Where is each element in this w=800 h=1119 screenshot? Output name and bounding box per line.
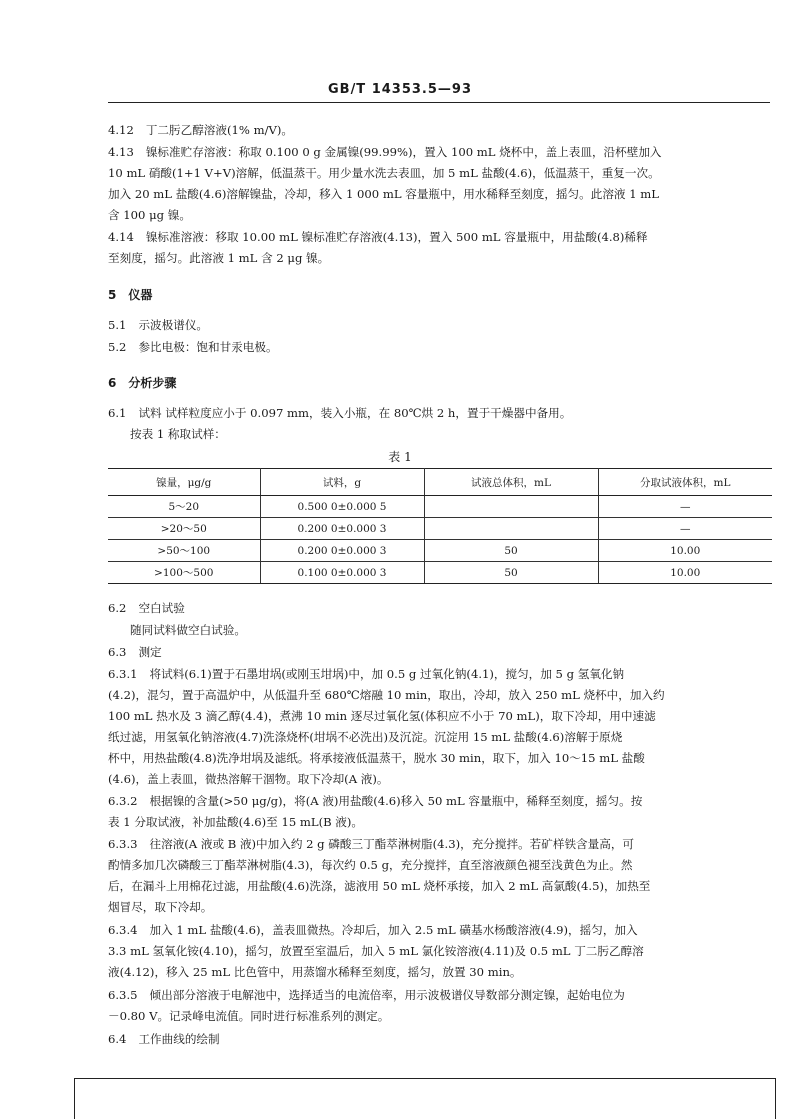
clause-text: 根据镍的含量(>50 μg/g)，将(A 液)用盐酸(4.6)移入 50 mL 容量瓶中，稀释至刻度，摇匀。按: [149, 794, 643, 808]
clause-6-1: [108, 403, 772, 424]
clause-title: 空白试验: [138, 601, 185, 615]
clause-5-2: [108, 337, 772, 358]
table-row: [108, 496, 772, 518]
table-cell: 10.00: [598, 562, 772, 584]
section-heading-6: [108, 373, 772, 394]
clause-line: 烟冒尽，取下冷却。: [108, 900, 213, 914]
section-number: 5: [108, 288, 117, 302]
clause-line: 3.3 mL 氢氧化铵(4.10)，摇匀，放置至室温后，加入 5 mL 氯化铵溶液(4.11)及 0.5 mL 丁二肟乙醇溶: [108, 944, 644, 958]
clause-line: 后，在漏斗上用棉花过滤，用盐酸(4.6)洗涤，滤液用 50 mL 烧杯承接，加入 2 mL 高氯酸(4.5)，加热至: [108, 879, 651, 893]
footer-frame: [74, 1078, 776, 1119]
clause-number: 5.2: [108, 340, 127, 354]
table-row: [108, 540, 772, 562]
table-cell: 50: [424, 562, 598, 584]
section-title: 分析步骤: [128, 376, 177, 390]
clause-text: 参比电极：饱和甘汞电极。: [138, 340, 278, 354]
clause-number: 5.1: [108, 318, 127, 332]
column-header: 分取试液体积，mL: [598, 469, 772, 496]
clause-number: 6.3.4: [108, 923, 138, 937]
clause-4-14: [108, 227, 772, 248]
clause-number: 6.1: [108, 406, 127, 420]
clause-text: 镍标准贮存溶液：称取 0.100 0 g 金属镍(99.99%)，置入 100 mL 烧杯中，盖上表皿，沿杯壁加入: [145, 145, 662, 159]
clause-number: 6.3.5: [108, 988, 138, 1002]
table-cell: 50: [424, 540, 598, 562]
table-cell: 5～20: [108, 496, 260, 518]
clause-text: 加入 1 mL 盐酸(4.6)，盖表皿微热。冷却后，加入 2.5 mL 磺基水杨酸溶液(4.9)，摇匀，加入: [149, 923, 638, 937]
clause-6-3-1: [108, 664, 772, 685]
clause-text: 示波极谱仪。: [138, 318, 209, 332]
clause-text: 镍标准溶液：移取 10.00 mL 镍标准贮存溶液(4.13)，置入 500 mL 容量瓶中，用盐酸(4.8)稀释: [145, 230, 648, 244]
clause-line: 纸过滤，用氢氧化钠溶液(4.7)洗涤烧杯(坩埚不必洗出)及沉淀。沉淀用 15 mL 盐酸(4.6)溶解于原烧: [108, 730, 623, 744]
table-cell: 0.200 0±0.000 3: [260, 540, 424, 562]
table-cell: —: [598, 518, 772, 540]
table-caption: 表 1: [388, 450, 412, 464]
clause-line: 含 100 μg 镍。: [108, 208, 191, 222]
section-title: 仪器: [128, 288, 153, 302]
clause-line: 10 mL 硝酸(1+1 V+V)溶解，低温蒸干。用少量水洗去表皿，加 5 mL 盐酸(4.6)，低温蒸干，重复一次。: [108, 166, 660, 180]
table-header-row: [108, 469, 772, 496]
clause-text: 将试料(6.1)置于石墨坩埚(或刚玉坩埚)中，加 0.5 g 过氧化钠(4.1)，搅匀，加 5 g 氢氧化钠: [149, 667, 625, 681]
clause-number: 4.13: [108, 145, 134, 159]
clause-6-3-4: [108, 920, 772, 941]
clause-6-3: [108, 642, 772, 663]
table-cell: [424, 496, 598, 518]
table-cell: [424, 518, 598, 540]
clause-number: 4.12: [108, 123, 134, 137]
table-cell: >50～100: [108, 540, 260, 562]
clause-number: 6.2: [108, 601, 127, 615]
table-cell: 0.100 0±0.000 3: [260, 562, 424, 584]
column-header: 试液总体积，mL: [424, 469, 598, 496]
clause-line: 液(4.12)，移入 25 mL 比色管中，用蒸馏水稀释至刻度，摇匀，放置 30 min。: [108, 965, 522, 979]
table-cell: 0.200 0±0.000 3: [260, 518, 424, 540]
clause-6-4: [108, 1029, 772, 1050]
clause-6-2: [108, 598, 772, 619]
table-row: [108, 562, 772, 584]
clause-number: 6.3.1: [108, 667, 138, 681]
clause-title: 工作曲线的绘制: [138, 1032, 220, 1046]
clause-line: 表 1 分取试液，补加盐酸(4.6)至 15 mL(B 液)。: [108, 815, 364, 829]
clause-number: 6.4: [108, 1032, 127, 1046]
clause-6-3-2: [108, 791, 772, 812]
clause-6-3-3: [108, 834, 772, 855]
table-cell: >20～50: [108, 518, 260, 540]
clause-line: 随同试料做空白试验。: [130, 623, 246, 637]
clause-text: 往溶液(A 液或 B 液)中加入约 2 g 磷酸三丁酯萃淋树脂(4.3)，充分搅拌。若矿样铁含量高，可: [149, 837, 635, 851]
clause-5-1: [108, 315, 772, 336]
clause-4-12: [108, 120, 772, 141]
table-cell: 10.00: [598, 540, 772, 562]
header-rule: [108, 102, 770, 103]
column-header: 试料，g: [260, 469, 424, 496]
clause-number: 6.3.2: [108, 794, 138, 808]
clause-line: 加入 20 mL 盐酸(4.6)溶解镍盐，冷却，移入 1 000 mL 容量瓶中，用水稀释至刻度，摇匀。此溶液 1 mL: [108, 187, 659, 201]
section-heading-5: [108, 285, 772, 306]
clause-number: 4.14: [108, 230, 134, 244]
table-cell: —: [598, 496, 772, 518]
table-row: [108, 518, 772, 540]
section-number: 6: [108, 376, 117, 390]
column-header: 镍量，μg/g: [108, 469, 260, 496]
clause-line: (4.2)，混匀，置于高温炉中，从低温升至 680℃熔融 10 min，取出，冷却，放入 250 mL 烧杯中，加入约: [108, 688, 665, 702]
table-cell: >100～500: [108, 562, 260, 584]
clause-6-3-5: [108, 985, 772, 1006]
clause-line: (4.6)，盖上表皿，微热溶解干涸物。取下冷却(A 液)。: [108, 772, 389, 786]
clause-line: 100 mL 热水及 3 滴乙醇(4.4)，煮沸 10 min 逐尽过氧化氢(体积应不小于 70 mL)，取下冷却，用中速滤: [108, 709, 656, 723]
clause-line: 至刻度，摇匀。此溶液 1 mL 含 2 μg 镍。: [108, 251, 330, 265]
clause-text: 试料 试样粒度应小于 0.097 mm，装入小瓶，在 80℃烘 2 h，置于干燥器中备用。: [138, 406, 572, 420]
clause-line: －0.80 V。记录峰电流值。同时进行标准系列的测定。: [108, 1009, 390, 1023]
clause-text: 倾出部分溶液于电解池中，选择适当的电流倍率，用示波极谱仪导数部分测定镍，起始电位为: [149, 988, 625, 1002]
clause-line: 按表 1 称取试样：: [130, 427, 226, 441]
clause-line: 杯中，用热盐酸(4.8)洗净坩埚及滤纸。将承接液低温蒸干，脱水 30 min，取下，加入 10～15 mL 盐酸: [108, 751, 645, 765]
sample-weight-table: [108, 468, 772, 584]
clause-number: 6.3.3: [108, 837, 138, 851]
clause-number: 6.3: [108, 645, 127, 659]
clause-title: 测定: [138, 645, 162, 659]
table-cell: 0.500 0±0.000 5: [260, 496, 424, 518]
clause-text: 丁二肟乙醇溶液(1% m/V)。: [145, 123, 293, 137]
clause-line: 酌情多加几次磷酸三丁酯萃淋树脂(4.3)，每次约 0.5 g，充分搅拌，直至溶液颜色褪至浅黄色为止。然: [108, 858, 633, 872]
standard-code: GB/T 14353.5—93: [327, 82, 473, 97]
clause-4-13: [108, 142, 772, 163]
